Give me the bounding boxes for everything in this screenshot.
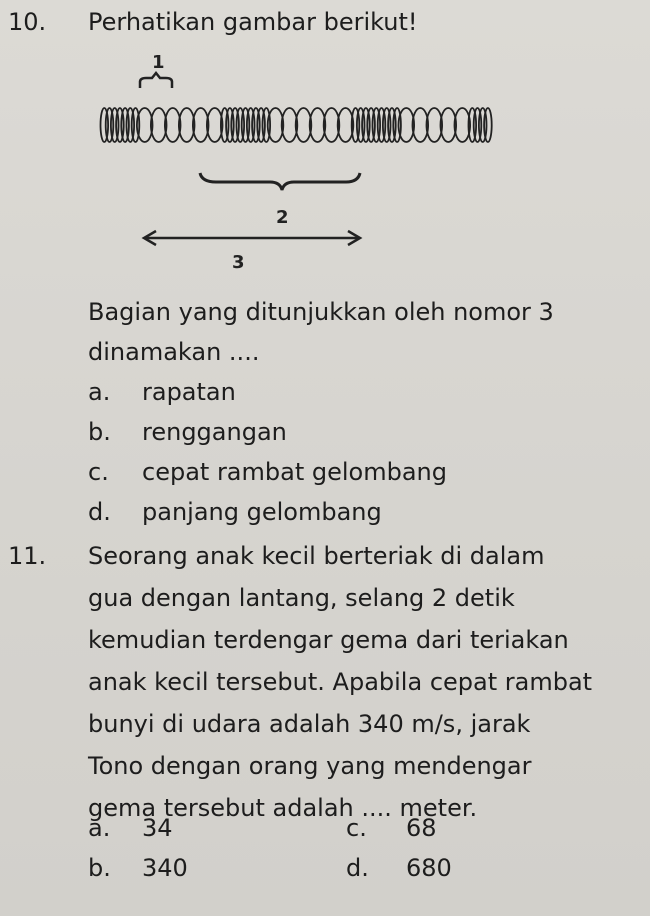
q10-option-c-text: cepat rambat gelombang	[142, 458, 447, 486]
question-11-line7: gema tersebut adalah .... meter.	[88, 794, 478, 822]
q10-option-b-letter: b.	[88, 418, 111, 446]
question-11-line6: Tono dengan orang yang mendengar	[88, 752, 532, 780]
q11-option-b-letter: b.	[88, 854, 111, 882]
q11-option-d-letter: d.	[346, 854, 369, 882]
figure-label-1: 1	[152, 52, 165, 73]
question-11-line5: bunyi di udara adalah 340 m/s, jarak	[88, 710, 531, 738]
q10-option-b-text: renggangan	[142, 418, 287, 446]
question-10-text-line1: Bagian yang ditunjukkan oleh nomor 3	[88, 298, 554, 326]
question-11-line2: gua dengan lantang, selang 2 detik	[88, 584, 515, 612]
wave-spring-figure	[90, 40, 610, 275]
q11-option-a-letter: a.	[88, 814, 111, 842]
figure-label-2: 2	[276, 207, 289, 228]
question-11-line3: kemudian terdengar gema dari teriakan	[88, 626, 569, 654]
spring-coils	[101, 108, 492, 142]
q10-option-a-letter: a.	[88, 378, 111, 406]
q11-option-c-letter: c.	[346, 814, 367, 842]
question-11-line4: anak kecil tersebut. Apabila cepat rambat	[88, 668, 593, 696]
q10-option-d-letter: d.	[88, 498, 111, 526]
spring-coil	[484, 108, 492, 142]
question-10-text-line2: dinamakan ....	[88, 338, 260, 366]
q11-option-c-text: 68	[406, 814, 437, 842]
question-10-prompt: Perhatikan gambar berikut!	[88, 8, 418, 36]
q10-option-d-text: panjang gelombang	[142, 498, 382, 526]
q10-option-c-letter: c.	[88, 458, 109, 486]
q10-option-a-text: rapatan	[142, 378, 236, 406]
question-11-line1: Seorang anak kecil berteriak di dalam	[88, 542, 545, 570]
figure-label-3: 3	[232, 252, 245, 273]
q11-option-b-text: 340	[142, 854, 188, 882]
q11-option-a-text: 34	[142, 814, 173, 842]
q11-option-d-text: 680	[406, 854, 452, 882]
brace-1	[140, 73, 172, 88]
question-10-number: 10.	[8, 8, 47, 36]
brace-2	[200, 173, 360, 190]
question-11-number: 11.	[8, 542, 47, 570]
